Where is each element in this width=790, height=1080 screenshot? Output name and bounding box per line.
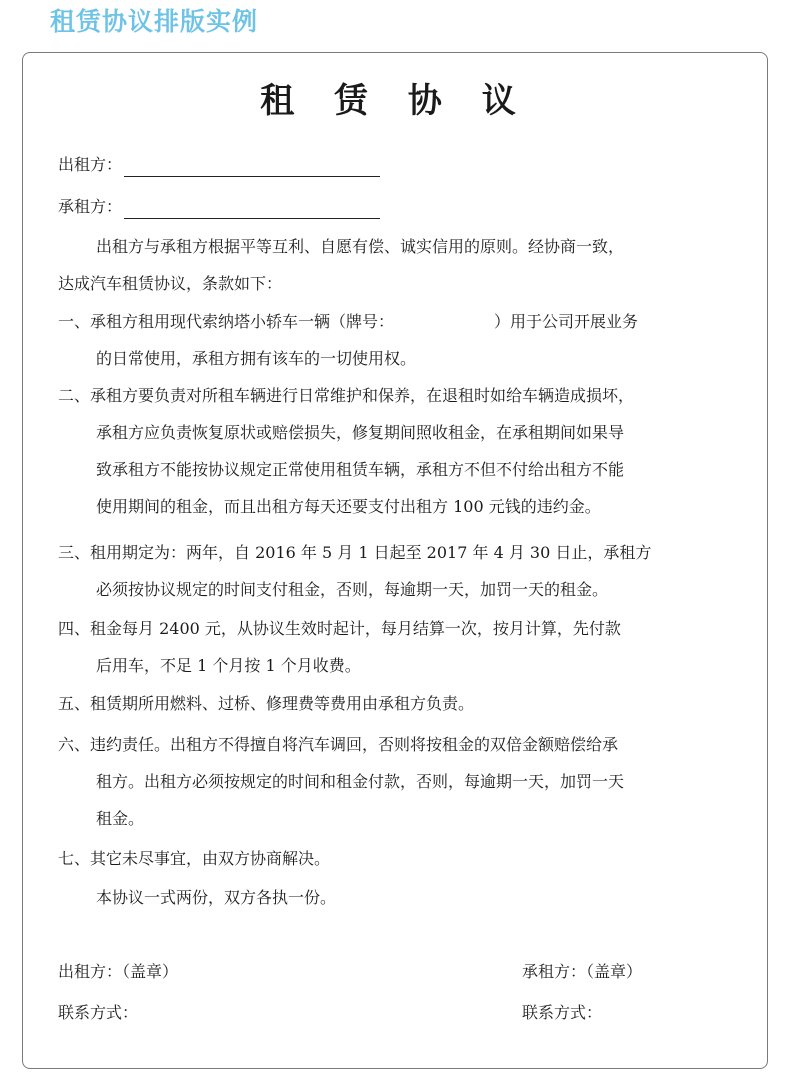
clause-line: 五、租赁期所用燃料、过桥、修理费等费用由承租方负责。: [58, 694, 475, 713]
lessor-seal-label: 出租方：（盖章）: [58, 962, 179, 981]
lessor-line: [58, 153, 380, 177]
clause-line: 的日常使用，承租方拥有该车的一切使用权。: [96, 349, 417, 368]
lessor-label: 出租方：: [58, 155, 123, 174]
clause-line: 二、承租方要负责对所租车辆进行日常维护和保养，在退租时如给车辆造成损坏，: [58, 386, 635, 405]
clause-1: [58, 303, 758, 377]
clause-line: 六、违约责任。出租方不得擅自将汽车调回，否则将按租金的双倍金额赔偿给承: [58, 735, 619, 754]
document-title: 租 赁 协 议: [260, 81, 530, 121]
page-heading: 租赁协议排版实例: [50, 7, 259, 36]
intro-line: 出租方与承租方根据平等互利、自愿有偿、诚实信用的原则。经协商一致，: [96, 237, 625, 256]
lessor-contact-label: 联系方式：: [58, 1003, 139, 1022]
clause-6: [58, 726, 758, 837]
clause-3: [58, 534, 758, 608]
clause-line: 承租方应负责恢复原状或赔偿损失，修复期间照收租金，在承租期间如果导: [96, 423, 625, 442]
clause-line: [58, 303, 758, 340]
clause-1-text-a: 一、承租方租用现代索纳塔小轿车一辆（牌号：: [58, 312, 395, 331]
clause-line: 后用车，不足 1 个月按 1 个月收费。: [96, 656, 361, 675]
clause-line: 使用期间的租金，而且出租方每天还要支付出租方 100 元钱的违约金。: [96, 497, 601, 516]
clause-7: [58, 840, 758, 877]
intro-line: 达成汽车租赁协议，条款如下：: [58, 274, 283, 293]
clause-1-text-b: ）用于公司开展业务: [494, 312, 639, 331]
lessee-blank-line: [124, 200, 380, 219]
lessee-seal-label: 承租方：（盖章）: [522, 962, 643, 981]
lessee-label: 承租方：: [58, 197, 123, 216]
clause-4: [58, 610, 758, 684]
closing-statement: 本协议一式两份，双方各执一份。: [96, 888, 337, 907]
intro-paragraph: [58, 228, 748, 302]
clause-line: 三、租用期定为：两年，自 2016 年 5 月 1 日起至 2017 年 4 月 30 日止，承租方: [58, 543, 652, 562]
clause-line: 必须按协议规定的时间支付租金，否则，每逾期一天，加罚一天的租金。: [96, 580, 609, 599]
lessee-contact-label: 联系方式：: [522, 1003, 603, 1022]
clause-line: 致承租方不能按协议规定正常使用租赁车辆，承租方不但不付给出租方不能: [96, 460, 625, 479]
clause-5: [58, 685, 758, 722]
clause-line: 租金。: [96, 809, 145, 828]
clause-line: 租方。出租方必须按规定的时间和租金付款，否则，每逾期一天，加罚一天: [96, 772, 625, 791]
clause-2: [58, 377, 758, 525]
lessor-blank-line: [124, 158, 380, 177]
clause-line: 七、其它未尽事宜，由双方协商解决。: [58, 849, 331, 868]
clause-line: 四、租金每月 2400 元，从协议生效时起计，每月结算一次，按月计算，先付款: [58, 619, 621, 638]
lessee-line: [58, 195, 380, 219]
